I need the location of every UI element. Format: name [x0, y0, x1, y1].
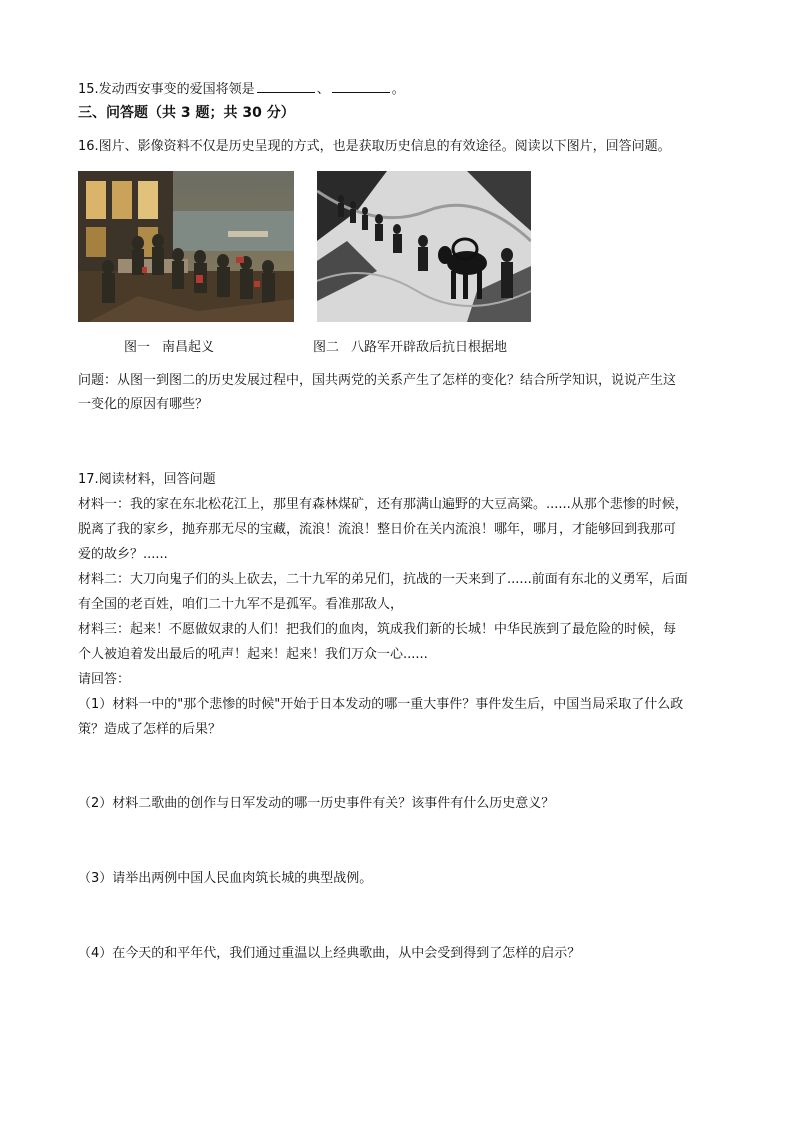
- q15-text: 15.发动西安事变的爱国将领是: [78, 82, 255, 97]
- answer-prompt: 请回答：: [78, 672, 131, 687]
- sub-question-4: （4）在今天的和平年代，我们通过重温以上经典歌曲，从中会受到得到了怎样的启示？: [78, 946, 581, 961]
- q16-intro: 16.图片、影像资料不仅是历史呈现的方式，也是获取历史信息的有效途径。阅读以下图片，回答问题。: [78, 139, 671, 154]
- material-2-line2: 有全国的老百姓，咱们二十九军不是孤军。看准那敌人，: [78, 597, 404, 612]
- sub-question-3: （3）请举出两例中国人民血肉筑长城的典型战例。: [78, 871, 373, 886]
- figure2-title: 八路军开辟敌后抗日根据地: [351, 340, 508, 355]
- sub-question-2: （2）材料二歌曲的创作与日军发动的哪一历史事件有关？该事件有什么历史意义？: [78, 796, 555, 811]
- figure1-title: 南昌起义: [162, 340, 215, 355]
- material-1-line1: 材料一：我的家在东北松花江上，那里有森林煤矿，还有那满山遍野的大豆高粱。......从那个悲惨的时候，: [78, 497, 688, 512]
- sub-question-1-line1: （1）材料一中的"那个悲惨的时候"开始于日本发动的哪一重大事件？事件发生后，中国当局采取了什么政: [78, 697, 684, 712]
- q15-separator: 、: [316, 82, 330, 97]
- question-15: [78, 80, 734, 100]
- q16-question-line2: 一变化的原因有哪些？: [78, 397, 209, 412]
- section-title: 三、问答题（共 3 题；共 30 分）: [78, 105, 295, 121]
- material-3-line2: 个人被迫着发出最后的吼声！起来！起来！我们万众一心......: [78, 647, 428, 662]
- figure2-label: 图二: [313, 340, 340, 355]
- figure1-label: 图一: [124, 340, 151, 355]
- sub-question-1-line2: 策？造成了怎样的后果？: [78, 722, 222, 737]
- answer-blank-1[interactable]: [257, 80, 315, 93]
- material-1-line2: 脱离了我的家乡，抛弃那无尽的宝藏，流浪！流浪！整日价在关内流浪！哪年，哪月，才能够回到我那可: [78, 522, 677, 537]
- eighth-route-army-photo: [317, 171, 531, 322]
- nanchang-uprising-painting: [78, 171, 294, 322]
- material-2-line1: 材料二：大刀向鬼子们的头上砍去，二十九军的弟兄们，抗战的一天来到了......前面有东北的义勇军，后面: [78, 572, 688, 587]
- q16-question-line1: 问题：从图一到图二的历史发展过程中，国共两党的关系产生了怎样的变化？结合所学知识，说说产生这: [78, 373, 677, 388]
- eighth-route-army-image: [317, 171, 531, 322]
- material-3-line1: 材料三：起来！不愿做奴隶的人们！把我们的血肉，筑成我们新的长城！中华民族到了最危险的时候，每: [78, 622, 677, 637]
- q15-end: 。: [391, 82, 405, 97]
- material-1-line3: 爱的故乡？......: [78, 547, 168, 562]
- answer-blank-2[interactable]: [332, 80, 390, 93]
- figure1-caption: [124, 338, 214, 358]
- figure2-caption: [313, 338, 507, 358]
- nanchang-uprising-image: [78, 171, 294, 322]
- q17-title: 17.阅读材料，回答问题: [78, 472, 216, 487]
